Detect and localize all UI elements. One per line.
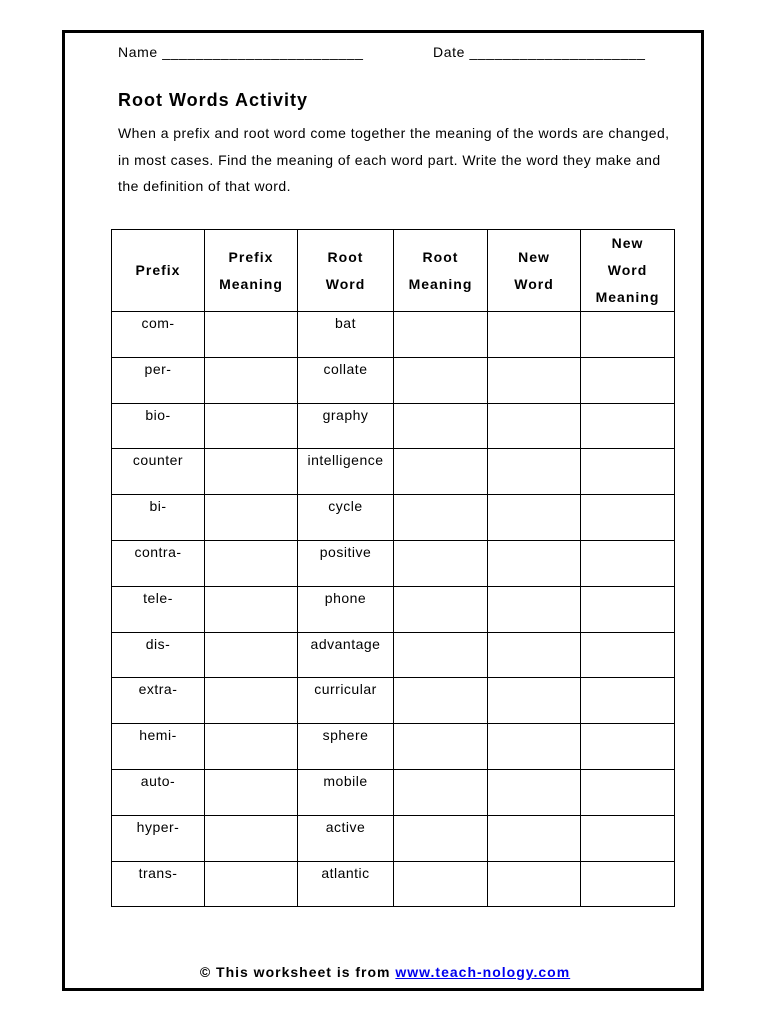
- new-word-meaning-cell[interactable]: [581, 861, 675, 907]
- page-title: Root Words Activity: [118, 90, 309, 110]
- table-row: [112, 632, 675, 678]
- new-word-meaning-cell[interactable]: [581, 815, 675, 861]
- table-row: [112, 586, 675, 632]
- new-word-meaning-cell[interactable]: [581, 449, 675, 495]
- root-word-cell: intelligence: [298, 449, 394, 495]
- column-header: [581, 230, 675, 312]
- prefix-cell: bi-: [112, 495, 205, 541]
- column-header: [205, 230, 298, 312]
- prefix-cell: extra-: [112, 678, 205, 724]
- prefix-meaning-cell[interactable]: [205, 678, 298, 724]
- root-word-cell: sphere: [298, 724, 394, 770]
- prefix-cell: contra-: [112, 540, 205, 586]
- prefix-cell: trans-: [112, 861, 205, 907]
- column-header-label: Meaning: [408, 275, 473, 292]
- new-word-cell[interactable]: [488, 678, 581, 724]
- root-word-cell: active: [298, 815, 394, 861]
- root-words-table: [111, 229, 675, 907]
- root-meaning-cell[interactable]: [394, 312, 488, 358]
- prefix-meaning-cell[interactable]: [205, 449, 298, 495]
- root-meaning-cell[interactable]: [394, 357, 488, 403]
- root-word-cell: curricular: [298, 678, 394, 724]
- new-word-cell[interactable]: [488, 632, 581, 678]
- new-word-cell[interactable]: [488, 861, 581, 907]
- new-word-cell[interactable]: [488, 540, 581, 586]
- new-word-cell[interactable]: [488, 769, 581, 815]
- root-word-cell: mobile: [298, 769, 394, 815]
- root-meaning-cell[interactable]: [394, 678, 488, 724]
- prefix-cell: hemi-: [112, 724, 205, 770]
- prefix-meaning-cell[interactable]: [205, 495, 298, 541]
- root-meaning-cell[interactable]: [394, 495, 488, 541]
- root-meaning-cell[interactable]: [394, 632, 488, 678]
- column-header-label: Word: [325, 275, 366, 292]
- prefix-meaning-cell[interactable]: [205, 815, 298, 861]
- root-word-cell: positive: [298, 540, 394, 586]
- new-word-meaning-cell[interactable]: [581, 769, 675, 815]
- prefix-cell: com-: [112, 312, 205, 358]
- table-row: [112, 724, 675, 770]
- prefix-meaning-cell[interactable]: [205, 403, 298, 449]
- new-word-cell[interactable]: [488, 586, 581, 632]
- new-word-meaning-cell[interactable]: [581, 632, 675, 678]
- prefix-meaning-cell[interactable]: [205, 861, 298, 907]
- column-header-label: New: [611, 235, 644, 251]
- footer: [0, 964, 770, 980]
- root-word-cell: bat: [298, 312, 394, 358]
- table-row: [112, 495, 675, 541]
- new-word-cell[interactable]: [488, 495, 581, 541]
- root-meaning-cell[interactable]: [394, 586, 488, 632]
- table-row: [112, 403, 675, 449]
- table-row: [112, 449, 675, 495]
- root-meaning-cell[interactable]: [394, 540, 488, 586]
- prefix-meaning-cell[interactable]: [205, 586, 298, 632]
- root-meaning-cell[interactable]: [394, 403, 488, 449]
- new-word-cell[interactable]: [488, 724, 581, 770]
- prefix-cell: dis-: [112, 632, 205, 678]
- table-row: [112, 678, 675, 724]
- table-row: [112, 312, 675, 358]
- footer-link[interactable]: www.teach-nology.com: [395, 964, 571, 980]
- prefix-cell: hyper-: [112, 815, 205, 861]
- column-header-label: New: [518, 248, 550, 265]
- column-header-label: Root: [327, 248, 364, 265]
- prefix-cell: auto-: [112, 769, 205, 815]
- new-word-meaning-cell[interactable]: [581, 495, 675, 541]
- root-meaning-cell[interactable]: [394, 769, 488, 815]
- table-row: [112, 540, 675, 586]
- column-header: [298, 230, 394, 312]
- date-field-label: Date _____________________: [433, 44, 646, 60]
- column-header-label: Meaning: [219, 275, 283, 292]
- table-row: [112, 861, 675, 907]
- column-header-label: Word: [607, 262, 648, 278]
- table-row: [112, 815, 675, 861]
- root-meaning-cell[interactable]: [394, 861, 488, 907]
- root-meaning-cell[interactable]: [394, 449, 488, 495]
- root-word-cell: advantage: [298, 632, 394, 678]
- column-header-label: Prefix: [228, 248, 274, 265]
- table-header-row: [112, 230, 675, 312]
- root-word-cell: atlantic: [298, 861, 394, 907]
- footer-text: © This worksheet is from: [199, 964, 396, 980]
- new-word-cell[interactable]: [488, 815, 581, 861]
- prefix-cell: per-: [112, 357, 205, 403]
- table-row: [112, 769, 675, 815]
- root-meaning-cell[interactable]: [394, 724, 488, 770]
- prefix-meaning-cell[interactable]: [205, 724, 298, 770]
- new-word-meaning-cell[interactable]: [581, 724, 675, 770]
- new-word-cell[interactable]: [488, 403, 581, 449]
- column-header: [488, 230, 581, 312]
- prefix-meaning-cell[interactable]: [205, 357, 298, 403]
- new-word-meaning-cell[interactable]: [581, 586, 675, 632]
- new-word-meaning-cell[interactable]: [581, 357, 675, 403]
- prefix-cell: counter: [112, 449, 205, 495]
- new-word-cell[interactable]: [488, 357, 581, 403]
- table-row: [112, 357, 675, 403]
- root-meaning-cell[interactable]: [394, 815, 488, 861]
- new-word-cell[interactable]: [488, 449, 581, 495]
- new-word-meaning-cell[interactable]: [581, 678, 675, 724]
- prefix-meaning-cell[interactable]: [205, 540, 298, 586]
- new-word-meaning-cell[interactable]: [581, 312, 675, 358]
- column-header: [112, 230, 205, 312]
- name-field-label: Name ________________________: [118, 44, 364, 60]
- root-word-cell: collate: [298, 357, 394, 403]
- table-body: [112, 312, 675, 907]
- column-header-label: Word: [514, 275, 554, 292]
- column-header-label: Root: [422, 248, 459, 265]
- column-header: [394, 230, 488, 312]
- column-header-label: Meaning: [595, 289, 660, 305]
- root-word-cell: cycle: [298, 495, 394, 541]
- prefix-cell: bio-: [112, 403, 205, 449]
- root-word-cell: phone: [298, 586, 394, 632]
- prefix-meaning-cell[interactable]: [205, 769, 298, 815]
- root-word-cell: graphy: [298, 403, 394, 449]
- prefix-meaning-cell[interactable]: [205, 632, 298, 678]
- prefix-cell: tele-: [112, 586, 205, 632]
- new-word-cell[interactable]: [488, 312, 581, 358]
- new-word-meaning-cell[interactable]: [581, 403, 675, 449]
- prefix-meaning-cell[interactable]: [205, 312, 298, 358]
- new-word-meaning-cell[interactable]: [581, 540, 675, 586]
- column-header-label: Prefix: [135, 262, 181, 278]
- instructions-paragraph: When a prefix and root word come together the meaning of the words are changed, in most cases. Find the meaning of each word part. Write the word they make and the definition of that word.: [118, 125, 670, 194]
